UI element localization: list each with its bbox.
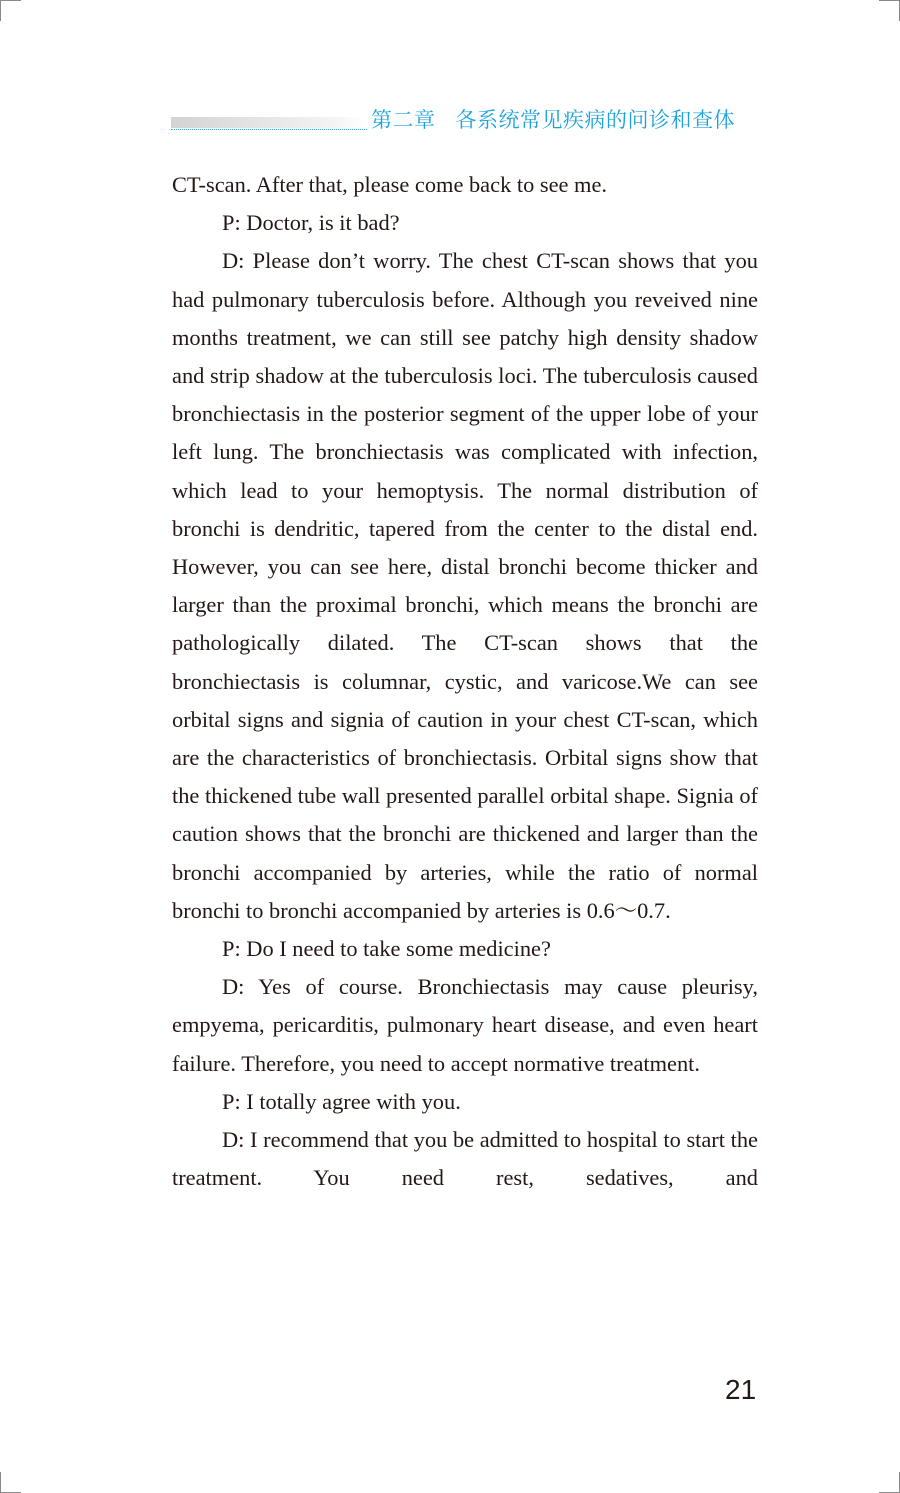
chapter-number: 第二章: [371, 108, 436, 132]
header-gradient-bar: [171, 117, 365, 128]
crop-mark-bottom-left-v: [0, 1472, 1, 1493]
paragraph: CT-scan. After that, please come back to see me.: [172, 172, 608, 197]
crop-mark-top-left-v: [0, 0, 1, 21]
chapter-name: 各系统常见疾病的问诊和查体: [455, 108, 735, 132]
paragraph-doctor: D: I recommend that you be admitted to hospital to start the treatment. You need rest, sedatives, and: [172, 1127, 758, 1191]
page-number: 21: [725, 1374, 757, 1405]
paragraph-patient: P: Doctor, is it bad?: [222, 210, 400, 236]
paragraph-doctor: D: Please don’t worry. The chest CT-scan shows that you had pulmonary tuberculosis before. Although you reveived nine months treatment, we can still see patchy high density shadow and strip shadow at the tuberculosis loci. The tuberculosis caused bronchiectasis in the posterior segment of the upper lobe of your left lung. The bronchiectasis was complicated with infection, which lead to your hemoptysis. The normal distribution of bronchi is dendritic, tapered from the center to the distal end. However, you can see here, distal bronchi become thicker and larger than the proximal bronchi, which means the bronchi are pathologically dilated. The CT-scan shows that the bronchiectasis is columnar, cystic, and varicose.We can see orbital signs and signia of caution in your chest CT-scan, which are the characteristics of bronchiectasis. Orbital signs show that the thickened tube wall presented parallel orbital shape. Signia of caution shows that the bronchi are thickened and larger than the bronchi accompanied by arteries, while the ratio of normal bronchi to bronchi accompanied by arteries is 0.6～0.7.: [172, 248, 758, 923]
running-header: [171, 104, 759, 136]
paragraph-doctor: D: Yes of course. Bronchiectasis may cause pleurisy, empyema, pericarditis, pulmonary heart disease, and even heart failure. Therefore, you need to accept normative treatment.: [172, 974, 758, 1076]
crop-mark-top-left-h: [0, 0, 21, 1]
page-body: [172, 166, 758, 1197]
paragraph-patient: P: I totally agree with you.: [222, 1088, 461, 1114]
crop-mark-top-right-h: [879, 0, 900, 1]
header-dotted-rule: [171, 129, 367, 130]
paragraph-patient: P: Do I need to take some medicine?: [222, 936, 551, 962]
chapter-title: [371, 104, 735, 134]
